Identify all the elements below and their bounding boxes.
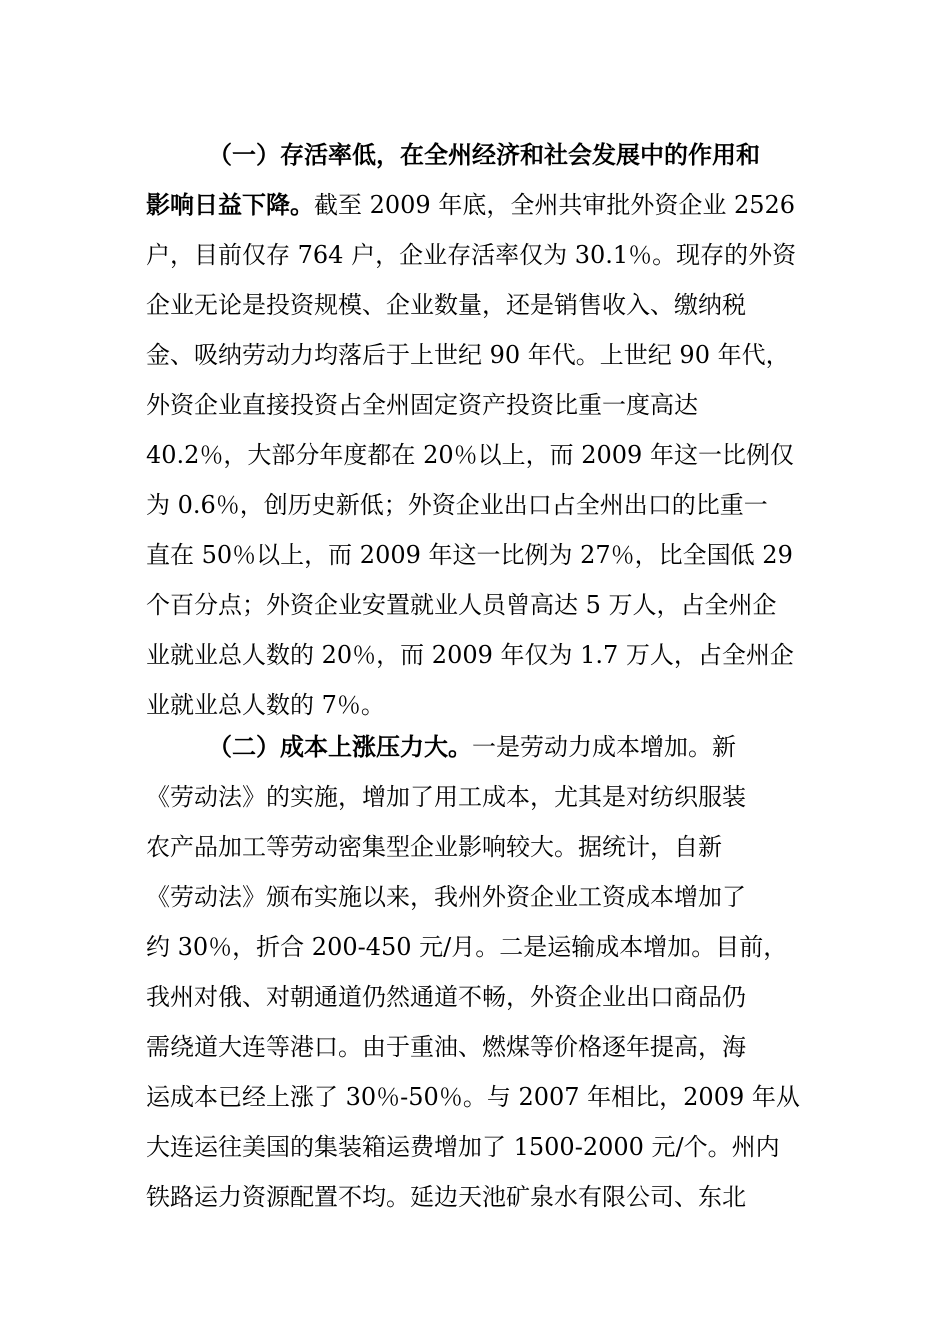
text-line: 企业无论是投资规模、企业数量，还是销售收入、缴纳税 [146, 291, 746, 319]
text-line: 《劳动法》的实施，增加了用工成本，尤其是对纺织服装 [146, 783, 746, 811]
text-line: 直在 50％以上，而 2009 年这一比例为 27％，比全国低 29 [146, 541, 793, 569]
text-line: 业就业总人数的 7％。 [146, 691, 385, 719]
section-heading-cont: 影响日益下降。 [146, 190, 314, 219]
text-line [208, 130, 806, 180]
text-line: 个百分点；外资企业安置就业人员曾高达 5 万人，占全州企 [146, 591, 777, 619]
text-line: 农产品加工等劳动密集型企业影响较大。据统计，自新 [146, 833, 722, 861]
text-line: 运成本已经上涨了 30％-50％。与 2007 年相比，2009 年从 [146, 1083, 800, 1111]
text-line: 铁路运力资源配置不均。延边天池矿泉水有限公司、东北 [146, 1183, 746, 1211]
text-line: 业就业总人数的 20％，而 2009 年仅为 1.7 万人，占全州企 [146, 641, 794, 669]
section-heading: （二）成本上涨压力大。 [208, 732, 472, 761]
text-line: （二）成本上涨压力大。一是劳动力成本增加。新 [208, 732, 736, 761]
text-line: 户，目前仅存 764 户，企业存活率仅为 30.1％。现存的外资 [146, 241, 797, 269]
text-line: 约 30％，折合 200-450 元/月。二是运输成本增加。目前， [146, 933, 788, 961]
text-line: 我州对俄、对朝通道仍然通道不畅，外资企业出口商品仍 [146, 983, 746, 1011]
text-line: 外资企业直接投资占全州固定资产投资比重一度高达 [146, 391, 698, 419]
text-line: 影响日益下降。截至 2009 年底，全州共审批外资企业 2526 [146, 190, 796, 219]
text-line: 需绕道大连等港口。由于重油、燃煤等价格逐年提高，海 [146, 1033, 746, 1061]
text-line: 40.2％，大部分年度都在 20％以上，而 2009 年这一比例仅 [146, 441, 794, 469]
text-line: 《劳动法》颁布实施以来，我州外资企业工资成本增加了 [146, 883, 746, 911]
section-heading: （一）存活率低，在全州经济和社会发展中的作用和 [208, 140, 760, 169]
text-line: 大连运往美国的集装箱运费增加了 1500-2000 元/个。州内 [146, 1133, 780, 1161]
text-line: 为 0.6％，创历史新低；外资企业出口占全州出口的比重一 [146, 491, 768, 519]
text-line: 金、吸纳劳动力均落后于上世纪 90 年代。上世纪 90 年代， [146, 341, 790, 369]
